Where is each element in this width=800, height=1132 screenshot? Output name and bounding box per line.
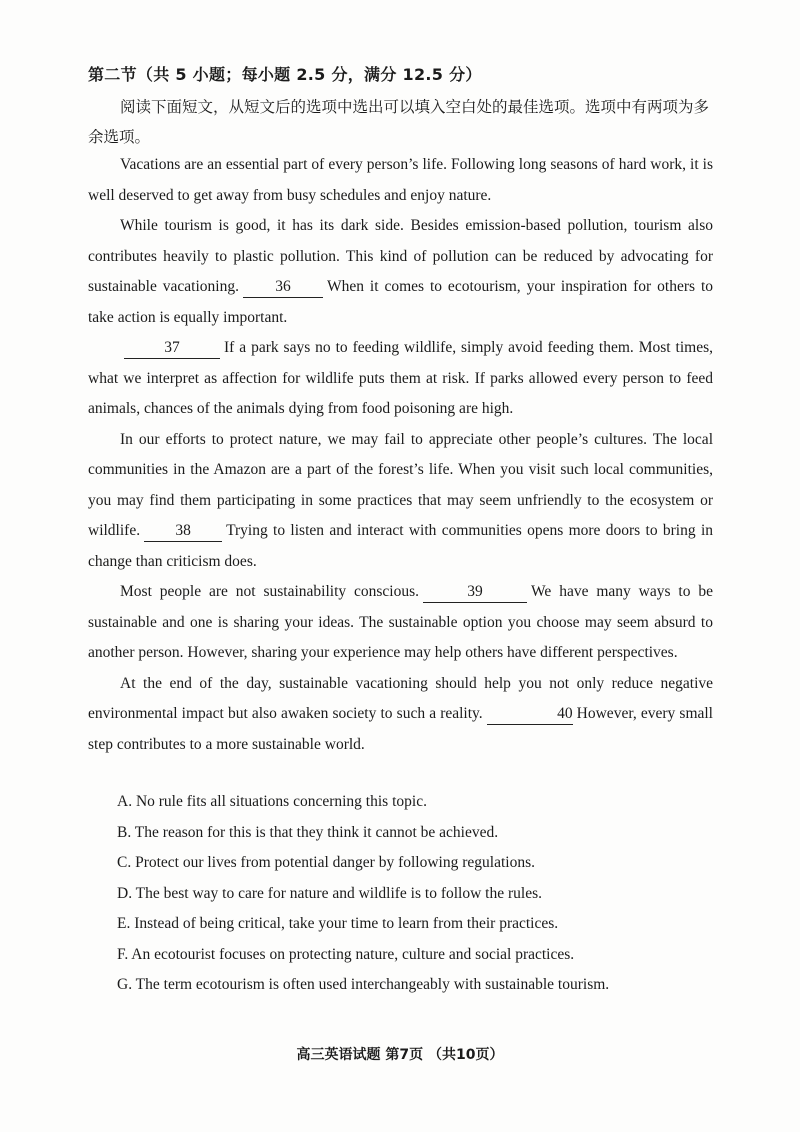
blank-36: 36 — [243, 277, 323, 298]
paragraph-text: However, every small step contributes to a more sustainable world. — [88, 705, 713, 753]
page-footer: 高三英语试题 第7页 （共10页） — [296, 1047, 504, 1063]
paragraph-text: In our efforts to protect nature, we may fail to appreciate other people’s cultures. The local communities in the Amazon are a part of the forest’s life. When you visit such local communities, you may find them participating in some practices that may seem unfriendly to the ecosystem or wildlife. — [88, 430, 713, 539]
passage-paragraph-3 — [88, 333, 713, 425]
option-d: D. The best way to care for nature and wildlife is to follow the rules. — [117, 884, 542, 902]
option-c: C. Protect our lives from potential danger by following regulations. — [117, 854, 535, 871]
paragraph-text: Vacations are an essential part of every person’s life. Following long seasons of hard work, it is well deserved to get away from busy schedules and enjoy nature. — [88, 156, 713, 204]
paragraph-text: We have many ways to be sustainable and one is sharing your ideas. The sustainable option you choose may seem absurd to another person. However, sharing your experience may help others have different perspectives. — [88, 583, 713, 661]
option-a: A. No rule fits all situations concerning this topic. — [117, 793, 427, 810]
answer-options — [117, 787, 717, 1001]
instructions-text: 阅读下面短文，从短文后的选项中选出可以填入空白处的最佳选项。选项中有两项为多余选项。 — [88, 98, 710, 146]
option-b: B. The reason for this is that they think it cannot be achieved. — [117, 823, 499, 841]
section-title: 第二节（共 5 小题；每小题 2.5 分，满分 12.5 分） — [88, 65, 482, 84]
paragraph-text: When it comes to ecotourism, your inspiration for others to take action is equally important. — [88, 278, 713, 326]
passage-paragraph-2 — [88, 211, 713, 333]
paragraph-text: Most people are not sustainability conscious. — [120, 583, 420, 600]
passage-paragraph-5 — [88, 577, 713, 669]
passage-paragraph-1 — [88, 150, 713, 211]
blank-39: 39 — [423, 582, 527, 603]
paragraph-text: If a park says no to feeding wildlife, simply avoid feeding them. Most times, what we interpret as affection for wildlife puts them at risk. If parks allowed every person to feed animals, chances of the animals dying from food poisoning are high. — [88, 339, 713, 417]
blank-40: 40 — [487, 704, 573, 725]
paragraph-text: Trying to listen and interact with communities opens more doors to bring in change than criticism does. — [88, 522, 713, 570]
blank-37: 37 — [124, 338, 220, 359]
paragraph-text: While tourism is good, it has its dark side. Besides emission-based pollution, tourism also contributes heavily to plastic pollution. This kind of pollution can be reduced by advocating for sustainable vacationing. — [88, 217, 713, 295]
option-f: F. An ecotourist focuses on protecting nature, culture and social practices. — [117, 945, 575, 963]
paragraph-text: At the end of the day, sustainable vacationing should help you not only reduce negative environmental impact but also awaken society to such a reality. — [88, 674, 713, 722]
passage-paragraph-4 — [88, 425, 713, 578]
option-g: G. The term ecotourism is often used interchangeably with sustainable tourism. — [117, 976, 610, 993]
passage-paragraph-6 — [88, 669, 713, 761]
reading-passage — [88, 150, 713, 760]
option-e: E. Instead of being critical, take your time to learn from their practices. — [117, 915, 559, 932]
blank-38: 38 — [144, 521, 222, 542]
